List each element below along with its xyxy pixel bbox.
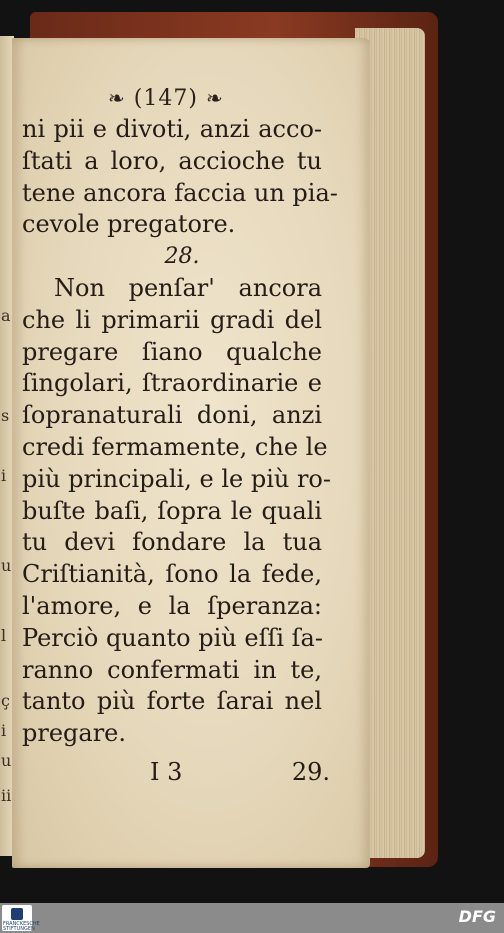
section-number: 28. bbox=[164, 244, 200, 270]
text-line: ſopranaturali doni, anzi bbox=[22, 401, 322, 430]
text-line: pregare ſiano qualche bbox=[22, 337, 322, 366]
text-line: che li primarii gradi del bbox=[22, 305, 322, 334]
viewer-footer-bar bbox=[0, 903, 504, 933]
page-text bbox=[22, 114, 338, 750]
page-header bbox=[108, 86, 224, 111]
page-number: (147) bbox=[133, 86, 198, 111]
fleuron-icon: ❧ bbox=[205, 86, 224, 110]
text-line: l'amore, e la ſperanza: bbox=[22, 591, 322, 620]
text-line: ſtati a loro, accioche tu bbox=[22, 146, 322, 175]
text-line: tene ancora faccia un pia- bbox=[22, 178, 338, 207]
prev-page-fragment: i bbox=[1, 466, 7, 485]
prev-page-fragment: ii bbox=[1, 786, 12, 805]
text-line: ranno confermati in te, bbox=[22, 655, 322, 684]
text-line: ſingolari, ſtraordinarie e bbox=[22, 369, 322, 398]
catchword: 29. bbox=[291, 758, 330, 786]
text-line: ni pii e divoti, anzi acco- bbox=[22, 115, 322, 143]
prev-page-fragment: u bbox=[1, 751, 12, 770]
foundation-logo-text: FRANCKESCHE STIFTUNGEN bbox=[3, 921, 40, 932]
text-line: Perciò quanto più eſſi ſa- bbox=[22, 623, 323, 652]
text-line: tu devi fondare la tua bbox=[22, 528, 322, 557]
text-line: tanto più forte ſarai nel bbox=[22, 687, 322, 716]
signature-mark: I 3 bbox=[150, 758, 183, 786]
text-line: cevole pregatore. bbox=[22, 210, 236, 239]
prev-page-fragment: ç bbox=[1, 691, 10, 710]
text-line: pregare. bbox=[22, 719, 127, 748]
text-line: Non penſar' ancora bbox=[54, 273, 322, 302]
prev-page-fragment: a bbox=[1, 306, 11, 325]
text-line: più principali, e le più ro- bbox=[22, 464, 331, 493]
franckesche-stiftungen-logo[interactable] bbox=[2, 905, 40, 932]
foundation-emblem-icon bbox=[11, 908, 23, 920]
prev-page-fragment: u bbox=[1, 556, 12, 575]
text-line: Criſtianità, ſono la fede, bbox=[22, 560, 322, 589]
page-footer bbox=[150, 758, 330, 786]
prev-page-fragment: i bbox=[1, 721, 7, 740]
text-line: credi fermamente, che le bbox=[22, 432, 328, 461]
dfg-logo[interactable]: DFG bbox=[458, 907, 496, 926]
prev-page-fragment: l bbox=[1, 626, 7, 645]
fleuron-icon: ❧ bbox=[108, 86, 126, 110]
prev-page-fragment: s bbox=[1, 406, 10, 425]
text-line: buſte baſi, ſopra le quali bbox=[22, 496, 322, 525]
